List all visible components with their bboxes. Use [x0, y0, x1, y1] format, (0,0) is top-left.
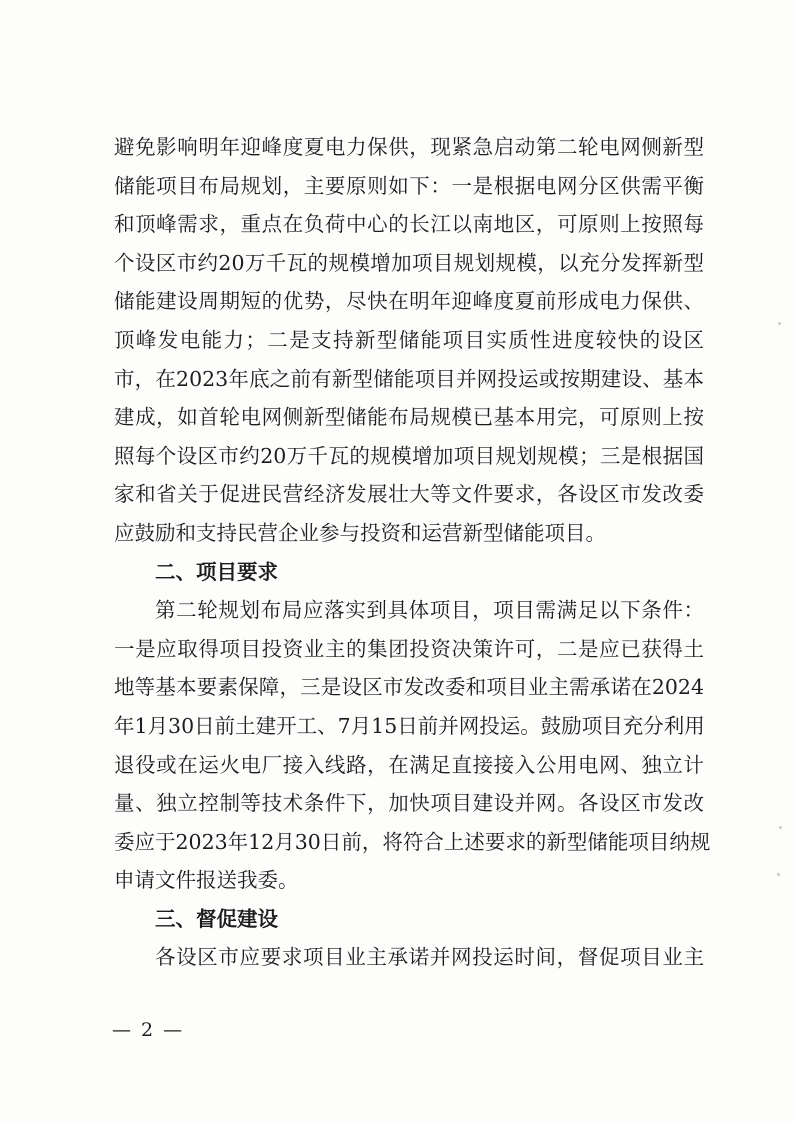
paragraph-line: 委应于2023年12月30日前，将符合上述要求的新型储能项目纳规 [114, 829, 711, 854]
paragraph-line: 家和省关于促进民营经济发展壮大等文件要求，各设区市发改委 [114, 482, 704, 507]
paragraph-line: 避免影响明年迎峰度夏电力保供，现紧急启动第二轮电网侧新型 [114, 135, 704, 159]
paragraph-line: 照每个设区市约20万千瓦的规模增加项目规划规模；三是根据国 [114, 443, 704, 468]
scan-speck [777, 873, 780, 876]
paragraph-line: 和顶峰需求，重点在负荷中心的长江以南地区，可原则上按照每 [114, 212, 704, 237]
paragraph-line: 顶峰发电能力；二是支持新型储能项目实质性进度较快的设区 [114, 327, 704, 352]
section-heading: 二、项目要求 [155, 559, 278, 584]
paragraph-line: 年1月30日前土建开工、7月15日前并网投运。鼓励项目充分利用 [114, 713, 705, 738]
paragraph-line: 储能建设周期短的优势，尽快在明年迎峰度夏前形成电力保供、 [114, 289, 704, 314]
paragraph-line: 各设区市应要求项目业主承诺并网投运时间，督促项目业主 [155, 945, 704, 970]
paragraph-line: 量、独立控制等技术条件下，加快项目建设并网。各设区市发改 [114, 791, 704, 816]
page-number: — 2 — [112, 1019, 185, 1041]
paragraph-line: 储能项目布局规划，主要原则如下：一是根据电网分区供需平衡 [114, 173, 704, 198]
paragraph-line: 应鼓励和支持民营企业参与投资和运营新型储能项目。 [114, 520, 606, 545]
scan-speck [779, 826, 782, 829]
paragraph-line: 申请文件报送我委。 [114, 868, 299, 893]
paragraph-line: 一是应取得项目投资业主的集团投资决策许可，二是应已获得土 [114, 636, 704, 661]
paragraph-line: 市，在2023年底之前有新型储能项目并网投运或按期建设、基本 [114, 366, 704, 391]
paragraph-line: 个设区市约20万千瓦的规模增加项目规划规模，以充分发挥新型 [114, 250, 704, 275]
section-heading: 三、督促建设 [155, 906, 278, 931]
paragraph-line: 建成，如首轮电网侧新型储能布局规模已基本用完，可原则上按 [114, 405, 704, 430]
scan-speck [778, 322, 781, 325]
paragraph-line: 退役或在运火电厂接入线路，在满足直接接入公用电网、独立计 [114, 752, 704, 777]
paragraph-line: 地等基本要素保障，三是设区市发改委和项目业主需承诺在2024 [114, 675, 704, 700]
body-text [114, 128, 711, 977]
paragraph-line: 第二轮规划布局应落实到具体项目，项目需满足以下条件： [155, 598, 704, 623]
